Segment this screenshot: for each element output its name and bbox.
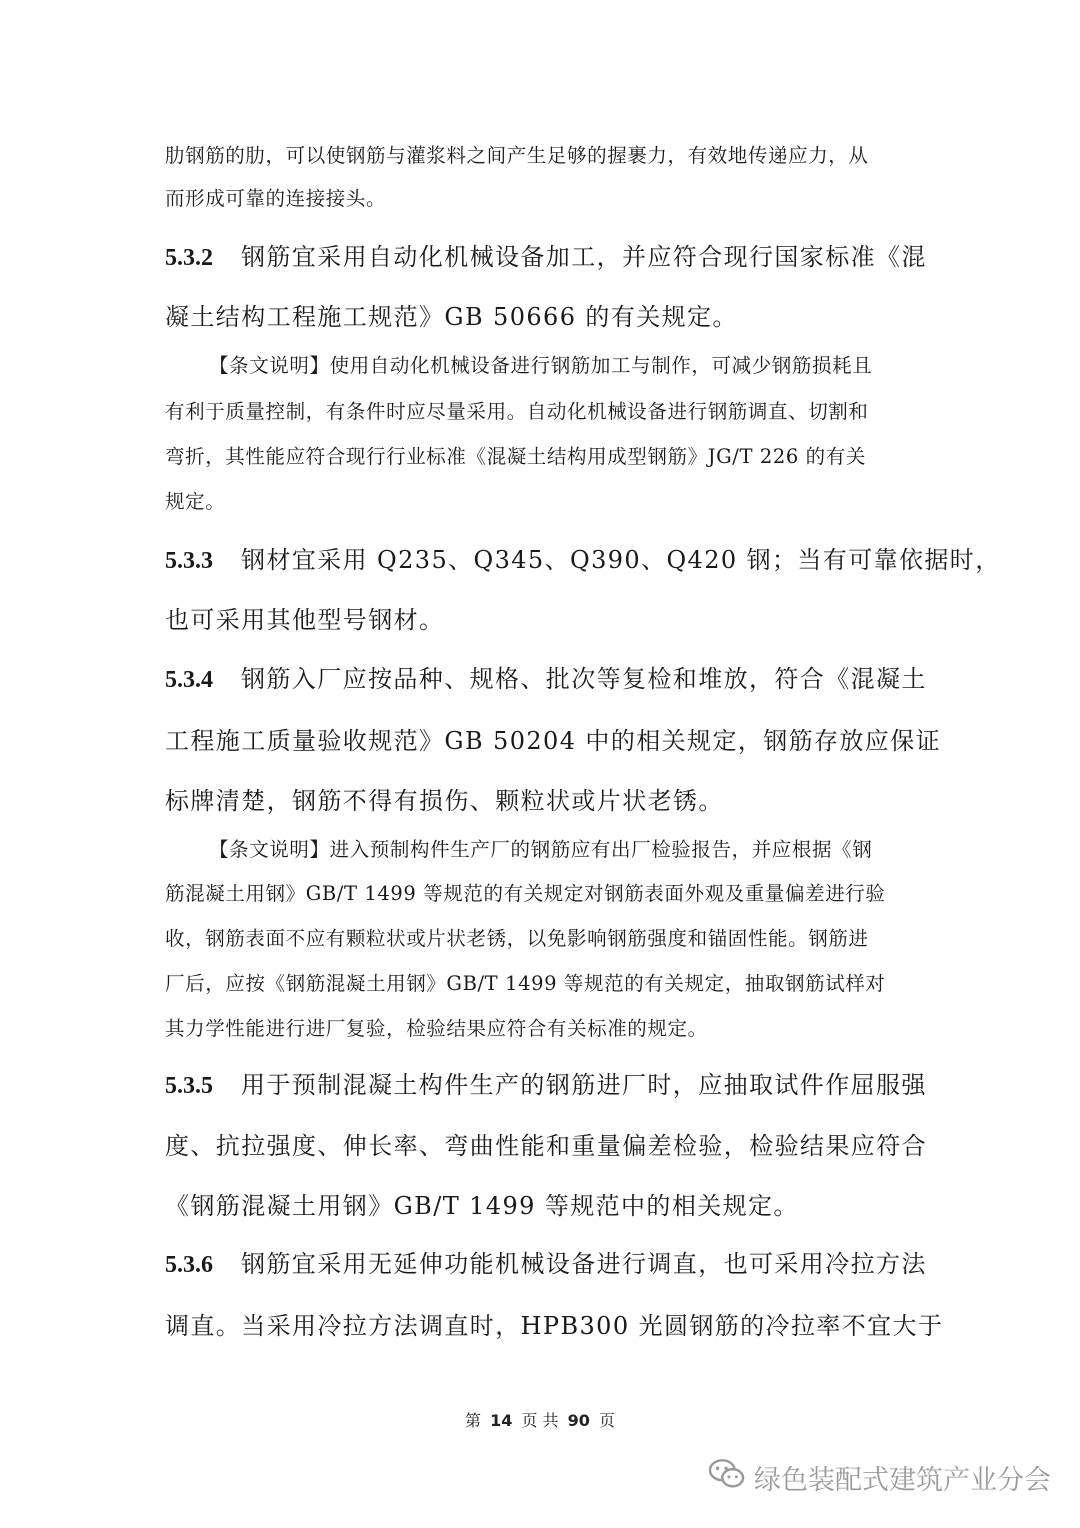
clause-number: 5.3.5 <box>165 1073 213 1099</box>
line-text: 厂后，应按《钢筋混凝土用钢》GB/T 1499 等规范的有关规定，抽取钢筋试样对 <box>165 972 886 995</box>
line-text: 工程施工质量验收规范》GB 50204 中的相关规定，钢筋存放应保证 <box>165 727 942 755</box>
line-text: 肋钢筋的肋，可以使钢筋与灌浆料之间产生足够的握裹力，有效地传递应力，从 <box>165 144 869 167</box>
line-text: 标牌清楚，钢筋不得有损伤、颗粒状或片状老锈。 <box>165 787 724 815</box>
text-line <box>165 1244 927 1279</box>
line-text: 筋混凝土用钢》GB/T 1499 等规范的有关规定对钢筋表面外观及重量偏差进行验 <box>165 882 886 905</box>
text-line <box>165 237 927 272</box>
text-line <box>165 396 869 424</box>
text-line <box>165 781 724 816</box>
text-line <box>165 140 869 168</box>
footer-prefix: 第 <box>464 1411 481 1430</box>
text-line <box>209 350 872 378</box>
watermark-text: 绿色装配式建筑产业分会 <box>754 1464 1051 1496</box>
text-line <box>165 1186 799 1221</box>
page-footer <box>0 1408 1080 1431</box>
line-text: 凝土结构工程施工规范》GB 50666 的有关规定。 <box>165 303 738 331</box>
text-line <box>165 183 386 211</box>
footer-middle: 页 共 <box>521 1411 559 1430</box>
text-line <box>165 540 1001 575</box>
footer-suffix: 页 <box>599 1411 616 1430</box>
line-text: 【条文说明】使用自动化机械设备进行钢筋加工与制作，可减少钢筋损耗且 <box>209 354 873 377</box>
clause-number: 5.3.6 <box>165 1252 213 1278</box>
total-page-number: 90 <box>567 1411 590 1430</box>
clause-number: 5.3.4 <box>165 667 213 693</box>
text-line <box>165 878 886 906</box>
wechat-icon <box>708 1457 746 1498</box>
text-line <box>165 297 738 332</box>
line-text: 《钢筋混凝土用钢》GB/T 1499 等规范中的相关规定。 <box>165 1192 799 1220</box>
line-text: 钢筋宜采用无延伸功能机械设备进行调直，也可采用冷拉方法 <box>241 1250 927 1278</box>
line-text: 钢筋入厂应按品种、规格、批次等复检和堆放，符合《混凝土 <box>241 665 927 693</box>
text-line <box>165 1126 927 1161</box>
line-text: 而形成可靠的连接接头。 <box>165 187 387 210</box>
text-line <box>165 1013 708 1041</box>
text-line <box>165 923 869 951</box>
line-text: 度、抗拉强度、伸长率、弯曲性能和重量偏差检验，检验结果应符合 <box>165 1132 927 1160</box>
line-text: 也可采用其他型号钢材。 <box>165 606 445 634</box>
text-line <box>165 968 886 996</box>
current-page-number: 14 <box>490 1411 513 1430</box>
text-line <box>165 600 444 635</box>
text-line <box>165 721 941 756</box>
line-text: 用于预制混凝土构件生产的钢筋进厂时，应抽取试件作屈服强 <box>241 1071 927 1099</box>
text-line <box>165 441 866 469</box>
line-text: 其力学性能进行进厂复验，检验结果应符合有关标准的规定。 <box>165 1017 708 1040</box>
text-line <box>165 486 225 514</box>
text-line <box>209 834 872 862</box>
clause-number: 5.3.3 <box>165 548 213 574</box>
text-line <box>165 1306 943 1341</box>
line-text: 弯折，其性能应符合现行行业标准《混凝土结构用成型钢筋》JG/T 226 的有关 <box>165 445 866 468</box>
line-text: 收，钢筋表面不应有颗粒状或片状老锈，以免影响钢筋强度和锚固性能。钢筋进 <box>165 927 869 950</box>
text-line <box>165 659 927 694</box>
clause-number: 5.3.2 <box>165 245 213 271</box>
line-text: 有利于质量控制，有条件时应尽量采用。自动化机械设备进行钢筋调直、切割和 <box>165 400 869 423</box>
line-text: 钢材宜采用 Q235、Q345、Q390、Q420 钢；当有可靠依据时， <box>241 546 1001 574</box>
line-text: 【条文说明】进入预制构件生产厂的钢筋应有出厂检验报告，并应根据《钢 <box>209 838 873 861</box>
text-line <box>165 1065 927 1100</box>
line-text: 规定。 <box>165 490 226 513</box>
line-text: 钢筋宜采用自动化机械设备加工，并应符合现行国家标准《混 <box>241 243 927 271</box>
line-text: 调直。当采用冷拉方法调直时，HPB300 光圆钢筋的冷拉率不宜大于 <box>165 1312 944 1340</box>
watermark <box>708 1455 1051 1499</box>
